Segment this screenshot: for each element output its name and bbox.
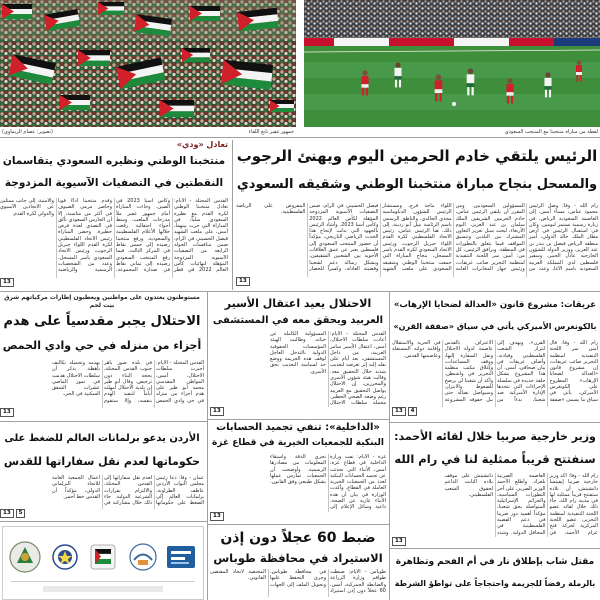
story-erekat [392, 295, 598, 419]
page-reference [0, 278, 228, 287]
campaign-logo-icon [130, 544, 156, 570]
story-body: غزة - الأيام: نفت وزارة الداخلية في قطاع غزة، أمس، الأنباء التي تحدثت عن تجميد الحسابات البنكية لعدد من الجمعيات الخيرية العاملة في القطاع. وأكدت الوزارة في بيان أن هذه الأنباء عارية عن الصحة، داعية وسائل الإعلام إلى تحري الدقة واستقاء المعلومات من مصادرها الرسمية. وأوضحت أن الجمعيات تمارس عملها بشكل طبيعي وفق القانون. [270, 454, 386, 511]
crowd-photo-caption: جمهور غفير تابع اللقاء [248, 129, 294, 135]
crowd-illustration [0, 0, 296, 127]
section-divider [0, 291, 600, 292]
emblem-icon [10, 542, 40, 572]
headline-line-2: أجزاء من منزله في حي وادي الحمص [2, 339, 202, 352]
page-number: 4 [408, 407, 418, 416]
story-body: رام الله - وفا: أكد وزير خارجية صربيا إيفيتسا داتشيتش، أن بلاده ستفتتح قريباً ممثلية لها في مدينة رام الله. جاء ذلك خلال لقائه عضو اللجنة التنفيذية لمنظمة التحرير، عضو اللجنة المركزية لحركة فتح عزام الأحمد، في العاصمة الصربية بلغراد. وأطلع الأحمد الوزير الصربي على آخر التطورات السياسية، والجرائم الإسرائيلية المتواصلة بحق شعبنا، مؤكداً أهمية دور صربيا في دعم القضية الفلسطينية في المحافل الدولية. وشدد داتشيتش على موقف بلاده الثابت الداعم لحقوق الشعب الفلسطيني. [444, 473, 598, 536]
page-number: 5 [16, 509, 26, 518]
column-divider [389, 292, 390, 600]
story-serbia [392, 425, 598, 547]
story-body: رام الله - وفا: وصل الرئيس محمود عباس، مساء أمس، إلى العاصمة السعودية الرياض، في زيارة رسمية تستمر ليومين. وكان في استقبال الرئيس في أرض مطار الملك خالد الدولي، أمير منطقة الرياض فيصل بن بندر بن عبد العزيز، ووزير الدولة للشؤون الخارجية عادل الجبير، وسفير فلسطين لدى المملكة العربية السعودية باسم الآغا، وعدد من المسؤولين السعوديين. ومن المقرر أن يلتقي الرئيس عباس، خادم الحرمين الشريفين الملك سلمان بن عبد العزيز، اليوم الأربعاء، لبحث سبل تعزيز التعاون المشترك بين البلدين وتنسيق المواقف فيما يتعلق بالتطورات في المنطقة. ويرافق الرئيس، كل من: أمين سر اللجنة التنفيذية لمنظمة التحرير صائب عريقات، ورئيس جهاز المخابرات العامة اللواء ماجد فرج، ومستشار الرئيس للشؤون الدبلوماسية مجدي الخالدي، والناطق الرسمي باسم الرئاسة نبيل أبو ردينة. إلى ذلك، هنأ الرئيس عباس، رئيس الاتحاد الفلسطيني لكرة القدم اللواء جبريل الرجوب، ورئيس الاتحاد السعودي لكرة القدم ياسر المسحل، بنجاح المباراة التي جمعت منتخبنا الوطني وشقيقه السعودي على ملعب الشهيد فيصل الحسيني في الرام، ضمن التصفيات الآسيوية المزدوجة المؤهلة لكأس العالم 2022 وكأس آسيا 2023. وأشاد الرئيس بالجهود التي بذلت لإنجاح هذا الحدث الرياضي التاريخي، مؤكداً أن حضور المنتخب السعودي إلى فلسطين يعبر عن عمق العلاقات الأخوية بين الشعبين الشقيقين، ويشكل رسالة دعم لشعبنا وقضيته العادلة، وكسراً للحصار المفروض على الرياضة الفلسطينية. [236, 203, 598, 272]
page-number: 13 [0, 509, 14, 518]
headline-line-2: والمسحل بنجاح مباراة منتخبنا الوطني وشقيقه السعودي [236, 177, 598, 192]
headline-line-2: بالكونغرس الأميركي يأتي في سياق «صفقة القرن» [393, 322, 597, 331]
pitch [304, 46, 600, 127]
headline-line-1: عريقات: مشروع قانون «العدالة لضحايا الإرهاب» [393, 300, 597, 310]
column-divider [232, 140, 233, 290]
page-number: 13 [0, 278, 14, 287]
story-demolition [0, 294, 204, 420]
story-kicker: تعادل «ودي» [176, 140, 228, 149]
page-reference [210, 512, 386, 521]
headline-line-1: الاحتلال يجبر مقدسياً على هدم [3, 314, 201, 329]
headline-line-2: الاستيراد في محافظة طوباس [213, 551, 383, 565]
section-divider [207, 419, 389, 420]
section-divider [207, 524, 389, 525]
story-interior [210, 421, 386, 523]
section-divider [0, 521, 207, 522]
story-body: طوباس - الأيام: ضبطت طواقم وزارة الزراعة والضابطة الجمركية، أمس، 60 عجلاً دون إذن استيراد في محافظة طوباس، وجرى التحفظ عليها وتحويل الملف إلى الجهات المختصة لاتخاذ المقتضى القانوني. [210, 569, 386, 594]
ministry-logo-icon [91, 545, 115, 569]
column-divider [207, 292, 208, 600]
section-divider [389, 422, 600, 423]
headline-line-1: منتخبنا الوطني ونظيره السعودي يتقاسمان [2, 155, 226, 167]
ad-boards [304, 38, 600, 46]
story-match-report [0, 139, 228, 289]
ball [452, 102, 456, 106]
story-jordan [0, 427, 204, 520]
story-body: القدس المحتلة - الأيام: أجبرت سلطات الاحتلال، أمس، المواطن المقدسي محمد أبو طير على هدم أجزاء من منزله في حي وادي الحمص في بلدة صور باهر جنوب القدس المحتلة، بحجة البناء دون ترخيص. وقال أبو طير إن بلدية الاحتلال أمهلته أياماً لتنفيذ الهدم بنفسه، وإلا ستقوم بهدمه وتحميله تكاليف باهظة. يذكر أن سلطات الاحتلال هدمت في تموز الماضي عشرات الشقق السكنية في الحي. [52, 360, 204, 404]
headline-line-1: الاحتلال يعيد اعتقال الأسير [224, 297, 372, 310]
section-divider [0, 421, 207, 422]
headline-line-1: مقتل شاب بإطلاق نار في أم الفحم وتظاهرة [395, 557, 595, 567]
story-president [236, 141, 598, 290]
page-reference [210, 407, 386, 416]
page-number: 13 [392, 537, 406, 546]
page-number: 13 [392, 407, 406, 416]
page-number: 13 [210, 407, 224, 416]
headline-line-1: الرئيس يلتقي خادم الحرمين اليوم ويهنئ الرجوب [236, 147, 598, 165]
headline-line-2: النقطتين في التصفيات الآسيوية المزدوجة [4, 177, 224, 189]
story-umm-al-fahm [392, 551, 598, 598]
headline-line-2: بالرملة رفضاً للجريمة واحتجاجاً على تواطؤ الشرطة [394, 579, 596, 588]
stands [304, 0, 600, 38]
story-body: القدس المحتلة - الأيام: تعادل منتخبنا الوطني لكرة القدم مع نظيره السعودي سلباً، في المباراة التي جرت بينهما، أمس، على ملعب الشهيد فيصل الحسيني في الرام، ضمن منافسات الجولة الرابعة من التصفيات الآسيوية المزدوجة المؤهلة لنهائيات كأس العالم 2022 في قطر وكأس آسيا 2023 في الصين. وجاءت المباراة أمام جمهور غفير ملأ مدرجات الملعب، وسط أجواء احتفالية رفعت خلالها الأعلام الفلسطينية والسعودية. ورفع منتخبنا رصيده إلى خمس نقاط في المركز الثالث، فيما رفع المنتخب السعودي رصيده إلى ثماني نقاط في صدارة المجموعة. وقدم منتخبنا أداءً قوياً وحاصر مرمى الضيوف في أكثر من مناسبة، إلا أن الحارس السعودي تألق في التصدي لعدة فرص خطيرة. وحضر المباراة رئيس الاتحاد الفلسطيني لكرة القدم اللواء جبريل الرجوب، ورئيس الاتحاد السعودي ياسر المسحل، وعدد من الشخصيات الرسمية والرياضية والأمنية، إلى جانب ممثلين عن الاتحادين الآسيوي والدولي لكرة القدم. [0, 198, 228, 274]
page-reference [392, 407, 598, 416]
headline-line-2: البنكية للجمعيات الخيرية في قطاع غزة [212, 438, 384, 448]
match-illustration [304, 0, 600, 127]
crowd-photo [0, 0, 296, 127]
page-reference [392, 537, 598, 546]
sponsor-logos [3, 527, 203, 599]
page-number: 13 [0, 408, 14, 417]
story-body: القدس المحتلة - الأيام: أعادت سلطات الاحتلال، أمس، اعتقال الأسير سامر العربيد، من داخل المستشفى، بعد أيام على نقله إليه إثر تعرضه لتعذيب شديد خلال التحقيق معه. وقالت هيئة شؤون الأسرى والمحررين، إن الاحتلال يواصل التحقيق مع العربيد رغم وضعه الصحي الخطير، محملة سلطات الاحتلال المسؤولية الكاملة عن حياته. وطالبت الهيئة المؤسسات الحقوقية الدولية بالتدخل العاجل لوقف هذه الجريمة ووضع حد لسياسة التعذيب بحق الأسرى. [270, 331, 386, 407]
page-reference [0, 509, 204, 518]
advertisement [2, 526, 204, 600]
headline-line-2: حكوماتها لعدم نقل سفاراتها للقدس [3, 455, 201, 468]
headline-line-1: ضبط 60 عجلاً دون إذن [220, 530, 376, 546]
page-number: 13 [210, 512, 224, 521]
seal-icon [53, 545, 77, 569]
headline-line-2: سنفتتح قريباً ممثلية لنا في رام الله [394, 452, 596, 466]
headline-line-1: «الداخلية»: تنفي تجميد الحسابات [216, 422, 380, 433]
headline-line-1: وزير خارجية صربيا خلال لقائه الأحمد: [394, 430, 596, 443]
section-divider [0, 137, 600, 138]
page-reference [0, 408, 204, 417]
crowd-photo-credit: (تصوير: عصام الريماوي) [2, 129, 53, 135]
story-tubas [210, 528, 386, 598]
story-body: عمان - وفا: دعا رئيس مجلس النواب الأردني عاطف الطراونة، برلمانات العالم إلى الضغط على حكوماتها لعدم نقل سفاراتها إلى القدس المحتلة، والالتزام بقرارات الشرعية الدولية. جاء ذلك خلال مشاركته في أعمال الجمعية العامة للاتحاد البرلماني الدولي، مؤكداً أن القدس خط أحمر. [52, 475, 204, 507]
bank-logo-icon [167, 546, 195, 568]
match-photo-caption: لقطة من مباراة منتخبنا مع المنتخب السعودي [504, 129, 598, 135]
match-photo [304, 0, 600, 127]
page-number: 13 [236, 277, 250, 286]
headline-line-1: الأردن يدعو برلمانات العالم للضغط على [4, 433, 200, 444]
section-divider [389, 548, 600, 549]
headline-line-2: العربيد ويحقق معه في المستشفى [212, 315, 384, 326]
page-reference [236, 277, 598, 286]
story-prisoner [210, 296, 386, 417]
story-kicker: مستوطنون يعتدون على مواطنين ويعطبون إطارات مركباتهم شرق بيت لحم [4, 294, 200, 309]
story-body: رام الله - وفا: قال أمين سر اللجنة التنفيذية لمنظمة التحرير صائب عريقات، إن مشروع قانون «العدالة لضحايا الإرهاب» المطروح على الكونغرس الأميركي، يأتي في سياق ما يسمى «صفقة القرن»، ويهدف إلى ابتزاز الشعب الفلسطيني وقيادته. وأضاف عريقات في بيان صحافي، أمس، أن هذا المشروع يشكل حلقة جديدة في سلسلة الإجراءات التي تتخذها الإدارة الأميركية ضد شعبنا، بدءاً من الاعتراف بالقدس عاصمة لدولة الاحتلال ونقل السفارة إليها، ووقف المساعدات، وإغلاق مكتب منظمة التحرير في واشنطن. وأكد أن شعبنا لن يرضخ للضغوط والابتزاز، وسيواصل نضاله حتى نيل حقوقه المشروعة في الحرية والاستقلال وإقامة دولته المستقلة وعاصمتها القدس. [392, 340, 598, 403]
